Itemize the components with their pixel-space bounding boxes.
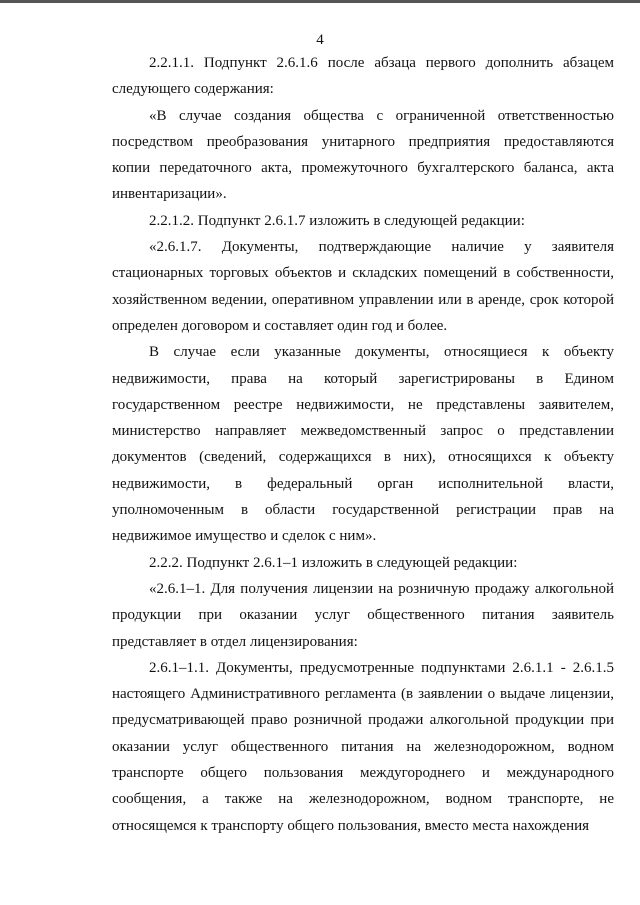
page-top-edge xyxy=(0,0,640,3)
paragraph-quoted-amendment: «В случае создания общества с ограниченной ответственностью посредством преобразования унитарного предприятия предоставляются копии передаточного акта, промежуточного бухгалтерского баланса, акта инвентаризации». xyxy=(112,107,614,203)
page-number: 4 xyxy=(316,32,324,48)
document-body xyxy=(112,50,614,839)
paragraph-2-6-1-1: «2.6.1–1. Для получения лицензии на розничную продажу алкогольной продукции при оказании услуг общественного питания заявитель представляет в отдел лицензирования: xyxy=(112,580,614,650)
paragraph-2-2-1-2: 2.2.1.2. Подпункт 2.6.1.7 изложить в следующей редакции: xyxy=(149,212,525,229)
paragraph-2-2-2: 2.2.2. Подпункт 2.6.1–1 изложить в следующей редакции: xyxy=(149,554,518,571)
paragraph-2-2-1-1: 2.2.1.1. Подпункт 2.6.1.6 после абзаца первого дополнить абзацем следующего содержания: xyxy=(112,55,614,98)
paragraph-interagency-request: В случае если указанные документы, относящиеся к объекту недвижимости, права на который зарегистрированы в Едином государственном реестре недвижимости, не представлены заявителем, министерство направляет межведомственный запрос о представлении документов (сведений, содержащихся в них), относящихся к объекту недвижимости, в федеральный орган исполнительной власти, уполномоченным в области государственной регистрации прав на недвижимое имущество и сделок с ним». xyxy=(112,344,614,545)
paragraph-2-6-1-1-1: 2.6.1–1.1. Документы, предусмотренные подпунктами 2.6.1.1 - 2.6.1.5 настоящего Административного регламента (в заявлении о выдаче лицензии, предусматривающей право розничной продажи алкогольной продукции при оказании услуг общественного питания на железнодорожном, водном транспорте общего пользования междугороднего и международного сообщения, а также на железнодорожном, водном транспорте, не относящемся к транспорту общего пользования, вместо места нахождения xyxy=(112,659,614,834)
paragraph-2-6-1-7: «2.6.1.7. Документы, подтверждающие наличие у заявителя стационарных торговых объектов и складских помещений в собственности, хозяйственном ведении, оперативном управлении или в аренде, срок которой определен договором и составляет один год и более. xyxy=(112,239,614,334)
